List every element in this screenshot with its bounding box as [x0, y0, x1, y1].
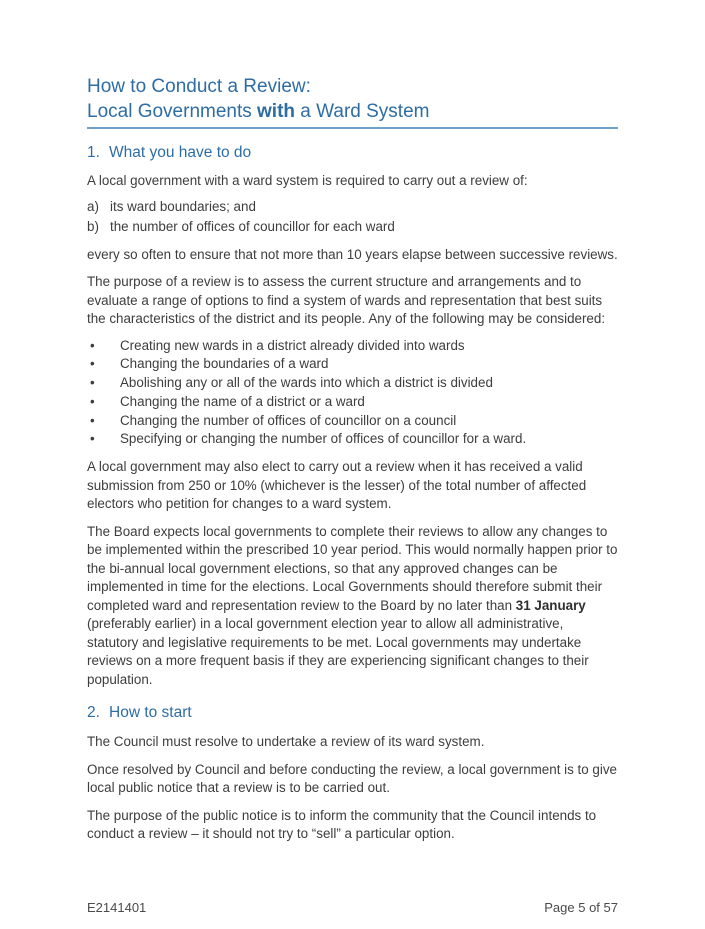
paragraph-intro: A local government with a ward system is required to carry out a review of: [87, 173, 528, 188]
paragraph-board-before: The Board expects local governments to complete their reviews to allow any changes to be implemented within the prescribed 10 year period. This would normally happen prior to the bi-annual local government elections, so that any approved changes can be implemented in time for the elections. Local Governments should therefore submit their completed ward and representation review to the Board by no later than [87, 523, 618, 613]
list-item [87, 393, 618, 412]
page-content [87, 0, 618, 844]
doc-title-line2-bold: with [257, 101, 296, 122]
paragraph-resolve: The Council must resolve to undertake a review of its ward system. [87, 734, 485, 750]
list-item [87, 430, 618, 449]
list-item-text: Changing the boundaries of a ward [120, 356, 329, 372]
bullet-icon: • [90, 412, 95, 428]
list-item-label: b) [87, 218, 99, 234]
doc-title-line2 [87, 99, 618, 124]
list-item-text: Abolishing any or all of the wards into which a district is divided [120, 375, 493, 391]
list-item-text: Changing the number of offices of councillor on a council [120, 412, 457, 428]
list-item [87, 412, 618, 431]
doc-title-line2-before: Local Governments [87, 101, 258, 122]
footer-page-label: Page 5 of 57 [544, 900, 618, 915]
paragraph-frequency: every so often to ensure that not more than 10 years elapse between successive reviews. [87, 246, 618, 262]
paragraph-purpose: The purpose of a review is to assess the current structure and arrangements and to evaluate a range of options to find a system of wards and representation that best suits the characteristics of the district and its people. Any of the following may be considered: [87, 274, 606, 326]
list-item-label: a) [87, 198, 99, 214]
doc-title-line1: How to Conduct a Review: [87, 76, 311, 97]
list-item-text: Creating new wards in a district already divided into wards [120, 337, 465, 353]
section-1-heading-text: What you have to do [109, 144, 252, 161]
section-2-heading [87, 703, 618, 723]
doc-title [87, 74, 618, 129]
list-item [87, 217, 618, 237]
paragraph-board-after: (preferably earlier) in a local government election year to allow all administrative, statutory and legislative requirements to be met. Local governments may undertake reviews on a more frequent basis if they are experiencing significant changes to their population. [87, 616, 589, 687]
section-1-number: 1. [87, 144, 100, 161]
page-footer [87, 900, 618, 915]
list-item-text: the number of offices of councillor for each ward [110, 218, 395, 234]
paragraph-board-bold-date: 31 January [515, 597, 586, 613]
bullet-icon: • [90, 393, 95, 409]
paragraph-notice: Once resolved by Council and before conducting the review, a local government is to give local public notice that a review is to be carried out. [87, 761, 617, 796]
bullet-icon: • [90, 356, 95, 372]
list-item [87, 374, 618, 393]
list-item [87, 355, 618, 374]
section-1-heading [87, 143, 618, 163]
footer-doc-number: E2141401 [87, 900, 147, 915]
list-item-text: Changing the name of a district or a ward [120, 393, 365, 409]
paragraph-board [87, 523, 618, 690]
bullet-list [87, 337, 618, 450]
section-2-heading-text: How to start [109, 704, 192, 722]
paragraph-notice-purpose: The purpose of the public notice is to inform the community that the Council intends to conduct a review – it should not try to “sell” a particular option. [87, 807, 597, 842]
bullet-icon: • [90, 337, 95, 353]
doc-title-line2-after: a Ward System [295, 101, 430, 122]
bullet-icon: • [90, 431, 95, 447]
list-item [87, 197, 618, 217]
lettered-list [87, 197, 618, 237]
paragraph-elect: A local government may also elect to carry out a review when it has received a valid submission from 250 or 10% (whichever is the lesser) of the total number of affected electors who petition for changes to a ward system. [87, 459, 587, 512]
list-item-text: its ward boundaries; and [110, 198, 256, 214]
list-item-text: Specifying or changing the number of offices of councillor for a ward. [120, 431, 527, 447]
list-item [87, 337, 618, 356]
section-2-number: 2. [87, 704, 100, 722]
bullet-icon: • [90, 375, 95, 391]
